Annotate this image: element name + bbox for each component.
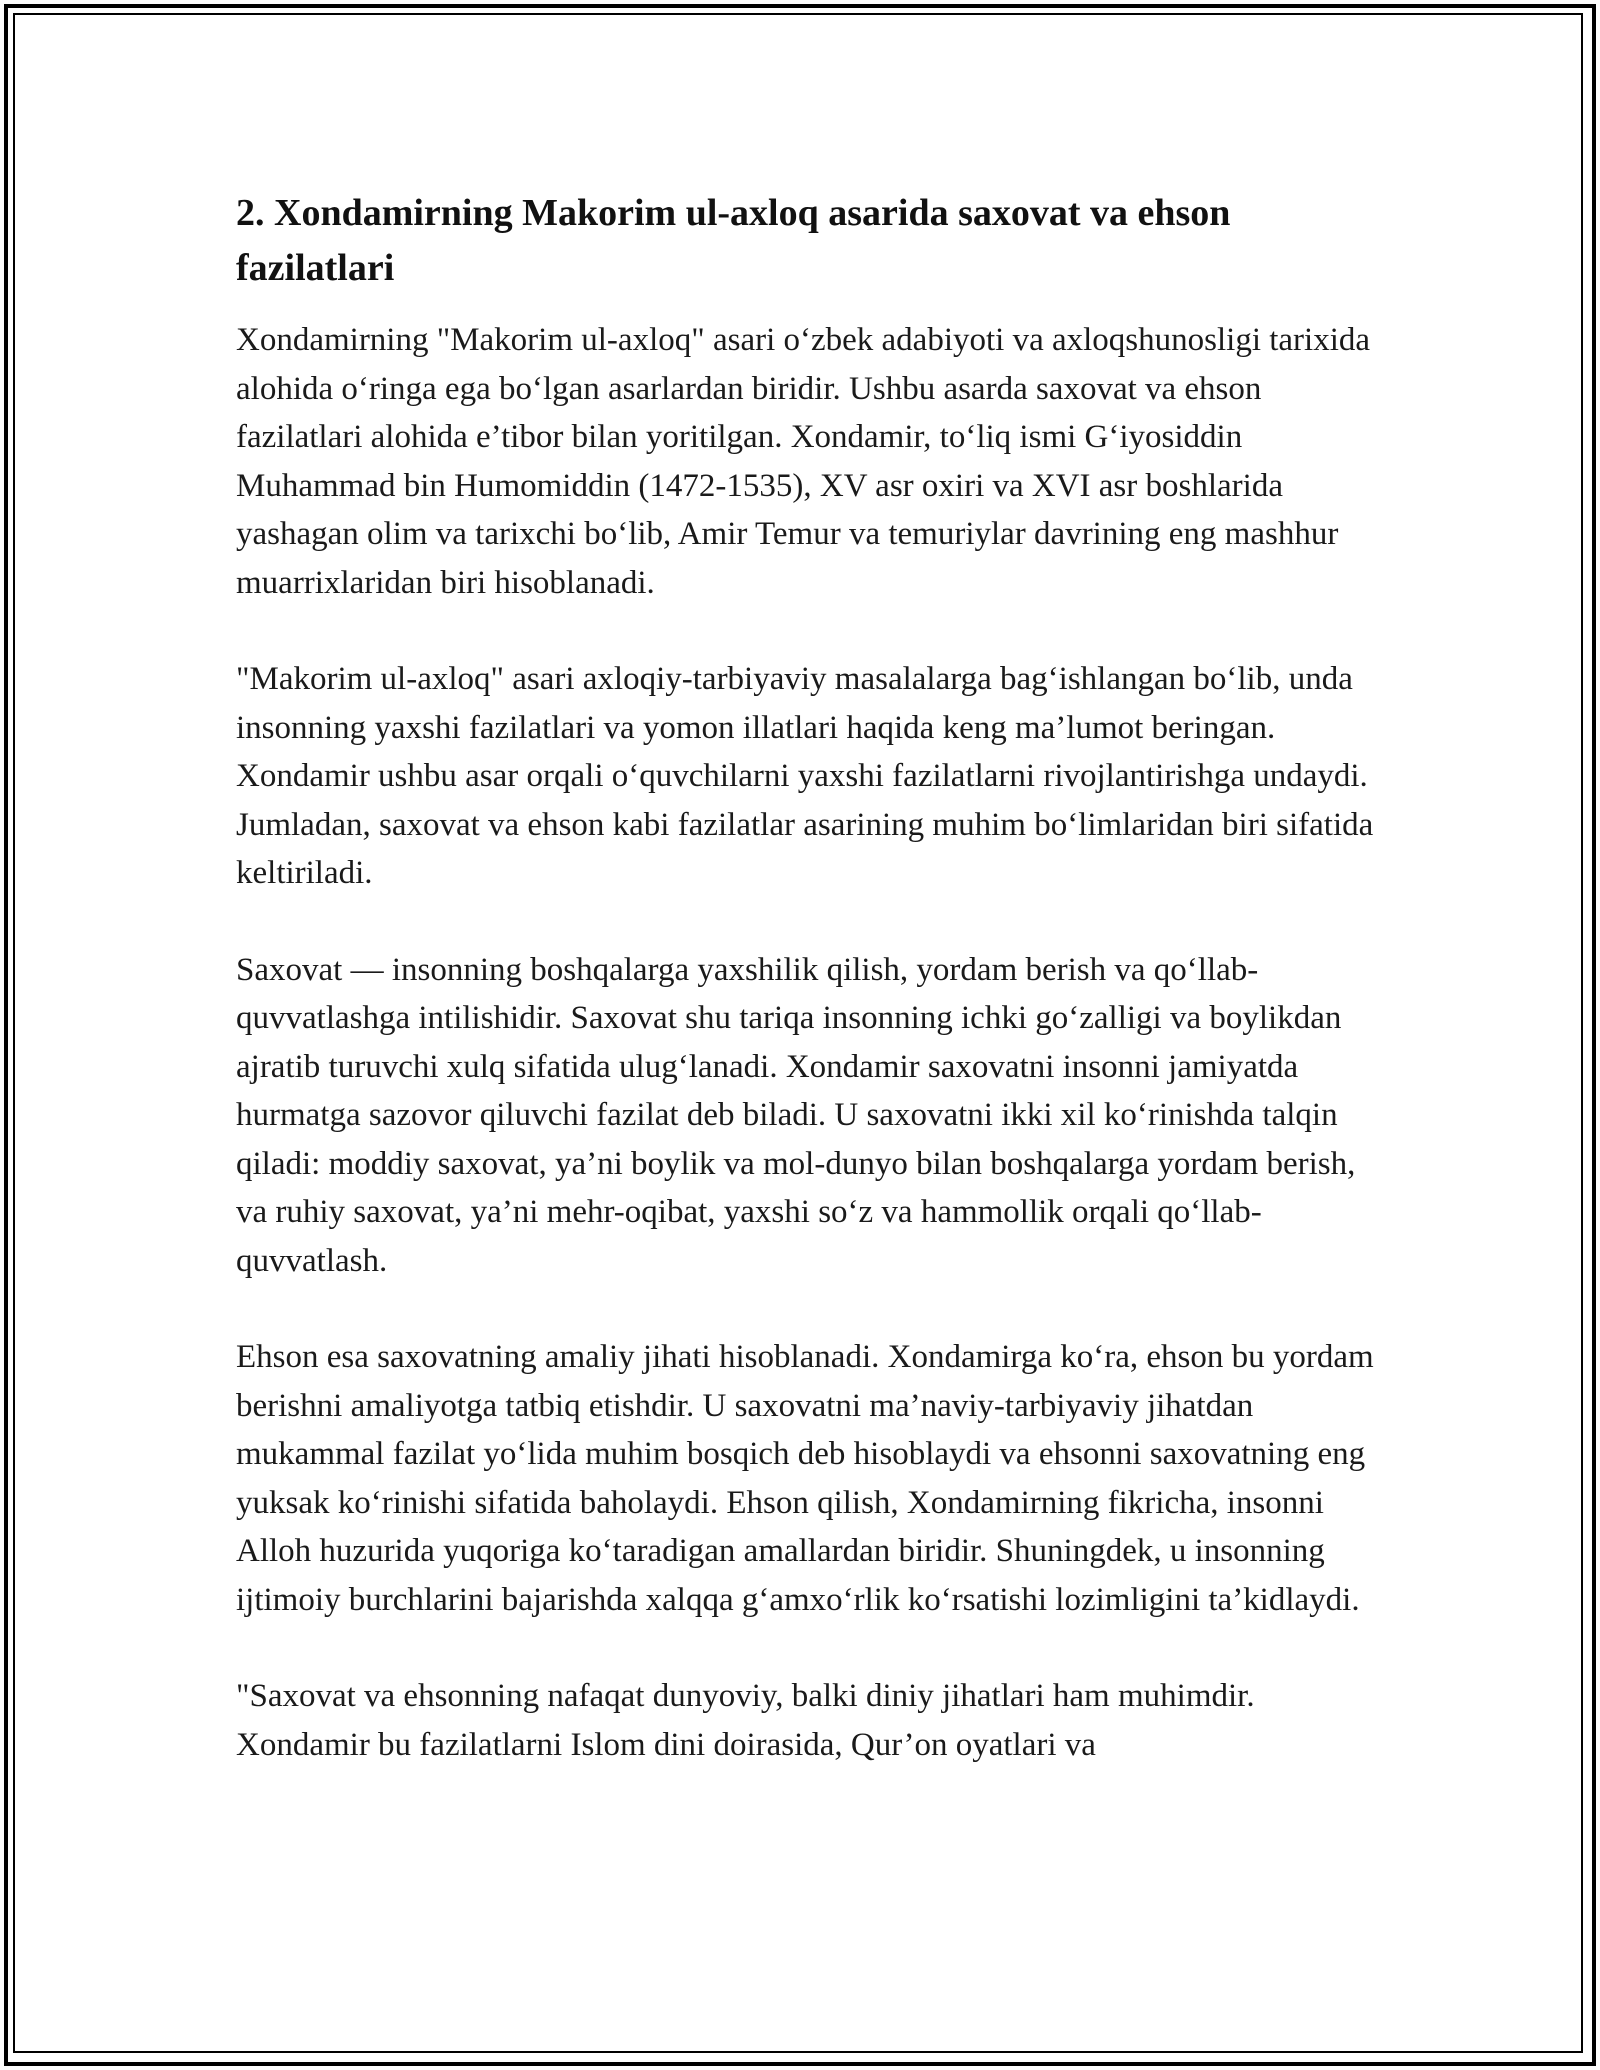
paragraph: Saxovat — insonning boshqalarga yaxshilik qilish, yordam berish va qo‘llab-quvvatlashga intilishidir. Saxovat shu tariqa insonning ichki go‘zalligi va boylikdan ajratib turuvchi xulq sifatida ulug‘lanadi. Xondamir saxovatni insonni jamiyatda hurmatga sazovor qiluvchi fazilat deb biladi. U saxovatni ikki xil ko‘rinishda talqin qiladi: moddiy saxovat, ya’ni boylik va mol-dunyo bilan boshqalarga yordam berish, va ruhiy saxovat, ya’ni mehr-oqibat, yaxshi so‘z va hammollik orqali qo‘llab-quvvatlash. xyxy=(236,951,1356,1279)
paragraph: "Saxovat va ehsonning nafaqat dunyoviy, balki diniy jihatlari ham muhimdir. Xondamir bu fazilatlarni Islom dini doirasida, Qur’on oyatlari va xyxy=(236,1678,1255,1763)
paragraph: Ehson esa saxovatning amaliy jihati hisoblanadi. Xondamirga ko‘ra, ehson bu yordam berishni amaliyotga tatbiq etishdir. U saxovatni ma’naviy-tarbiyaviy jihatdan mukammal fazilat yo‘lida muhim bosqich deb hisoblaydi va ehsonni saxovatning eng yuksak ko‘rinishi sifatida baholaydi. Ehson qilish, Xondamirning fikricha, insonni Alloh huzurida yuqoriga ko‘taradigan amallardan biridir. Shuningdek, u insonning ijtimoiy burchlarini bajarishda xalqqa g‘amxo‘rlik ko‘rsatishi lozimligini ta’kidlaydi. xyxy=(236,1339,1374,1618)
paragraph: "Makorim ul-axloq" asari axloqiy-tarbiyaviy masalalarga bag‘ishlangan bo‘lib, unda insonning yaxshi fazilatlari va yomon illatlari haqida keng ma’lumot beringan. Xondamir ushbu asar orqali o‘quvchilarni yaxshi fazilatlarni rivojlantirishga undaydi. Jumladan, saxovat va ehson kabi fazilatlar asarining muhim bo‘limlaridan biri sifatida keltiriladi. xyxy=(236,661,1374,891)
paragraph: Xondamirning "Makorim ul-axloq" asari o‘zbek adabiyoti va axloqshunosligi tarixida alohida o‘ringa ega bo‘lgan asarlardan biridir. Ushbu asarda saxovat va ehson fazilatlari alohida e’tibor bilan yoritilgan. Xondamir, to‘liq ismi G‘iyosiddin Muhammad bin Humomiddin (1472-1535), XV asr oxiri va XVI asr boshlarida yashagan olim va tarixchi bo‘lib, Amir Temur va temuriylar davrining eng mashhur muarrixlaridan biri hisoblanadi. xyxy=(236,322,1371,601)
section-title: 2. Xondamirning Makorim ul-axloq asarida saxovat va ehson fazilatlari xyxy=(236,192,1231,289)
document-body xyxy=(236,186,1376,1817)
